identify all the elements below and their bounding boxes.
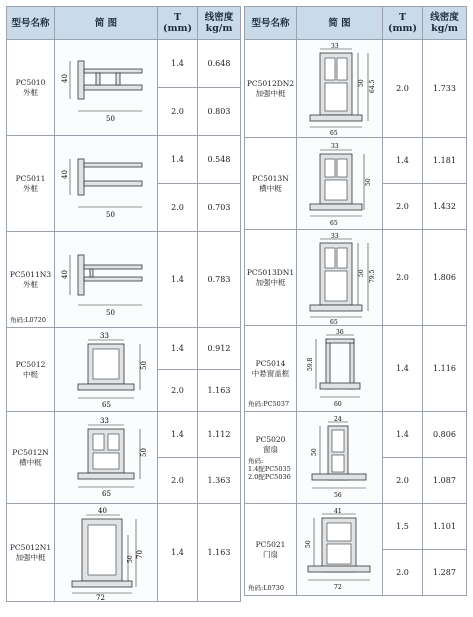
density-value: 1.432: [423, 184, 467, 230]
thickness-value: 2.0: [383, 40, 423, 138]
dim-label: 50: [140, 447, 148, 457]
model-cell: [7, 504, 55, 602]
model-name: 横中梃: [19, 457, 42, 467]
header-density: [423, 7, 467, 40]
dim-label: 24: [333, 415, 342, 423]
model-cell: [245, 326, 297, 412]
model-name: 外框: [23, 87, 38, 97]
density-value: 1.181: [423, 138, 467, 184]
density-value: 1.116: [423, 326, 467, 412]
model-code: PC5012N: [12, 447, 49, 457]
corner-code: 角码:PC5037: [248, 400, 290, 408]
model-cell: [7, 412, 55, 504]
dim-label: 33: [100, 331, 109, 340]
thickness-value: 1.5: [383, 504, 423, 550]
density-value: 0.806: [423, 412, 467, 458]
model-name: 加强中梃: [255, 88, 286, 98]
thickness-value: 2.0: [383, 550, 423, 596]
header-t-unit: (mm): [162, 23, 193, 34]
dim-label: 50: [140, 360, 148, 370]
density-value: 0.912: [198, 328, 241, 370]
dim-label: 50: [106, 114, 115, 123]
dim-label: 56: [333, 491, 342, 499]
model-name: 门扇: [263, 549, 278, 559]
model-code: PC5013N: [252, 173, 289, 183]
model-code: PC5012N1: [9, 542, 52, 552]
corner-code: 角码:L0730: [248, 584, 285, 592]
dim-label: 65: [329, 219, 338, 227]
density-value: 1.087: [423, 458, 467, 504]
model-cell: [7, 328, 55, 412]
density-value: 1.163: [198, 370, 241, 412]
thickness-value: 1.4: [383, 326, 423, 412]
profile-diagram: [297, 138, 383, 230]
header-density-unit: kg/m: [205, 23, 233, 34]
header-t-label: T: [398, 12, 407, 23]
dim-label: 64.5: [368, 79, 376, 93]
dim-label: 70: [136, 549, 144, 559]
dim-label: 65: [329, 318, 338, 325]
header-t: [158, 7, 198, 40]
profile-diagram: [297, 230, 383, 326]
model-code: PC5013DN1: [246, 267, 295, 277]
dim-label: 50: [357, 78, 365, 87]
model-cell: [245, 40, 297, 138]
profile-diagram: [297, 40, 383, 138]
header-diagram: 简 图: [55, 7, 158, 40]
dim-label: 50: [310, 447, 318, 456]
model-name: 中悬窗盖框: [251, 368, 290, 378]
density-value: 1.363: [198, 458, 241, 504]
dim-label: 50: [106, 210, 115, 219]
density-value: 0.803: [198, 88, 241, 136]
thickness-value: 2.0: [383, 184, 423, 230]
header-t: [383, 7, 423, 40]
note-line: 角码:: [248, 456, 264, 465]
header-density-label: 线密度: [204, 12, 234, 23]
dim-label: 79.5: [368, 269, 376, 283]
profile-catalog: [6, 6, 466, 610]
header-density: [198, 7, 241, 40]
dim-label: 50: [357, 268, 365, 277]
dim-label: 72: [333, 583, 342, 591]
dim-label: 40: [61, 73, 69, 83]
dim-label: 65: [329, 129, 338, 137]
dim-label: 72: [96, 593, 105, 601]
header-diagram: 简 图: [297, 7, 383, 40]
profile-diagram: [297, 412, 383, 504]
model-cell: [245, 138, 297, 230]
thickness-value: 1.4: [158, 412, 198, 458]
corner-code: 角码:L0720: [10, 316, 47, 324]
model-code: PC5020: [255, 434, 286, 444]
model-cell: [245, 504, 297, 596]
profile-diagram: [55, 40, 158, 136]
density-value: 0.548: [198, 136, 241, 184]
profile-diagram: [55, 328, 158, 412]
density-value: 0.703: [198, 184, 241, 232]
header-t-unit: (mm): [387, 23, 418, 34]
thickness-value: 1.4: [158, 232, 198, 328]
model-code: PC5012DN2: [246, 78, 295, 88]
thickness-value: 1.4: [158, 328, 198, 370]
thickness-value: 2.0: [383, 458, 423, 504]
dim-label: 33: [330, 42, 339, 50]
note-line: 1.4配PC5035: [248, 464, 291, 473]
dim-label: 36: [335, 328, 344, 336]
dim-label: 41: [333, 507, 342, 515]
dim-label: 50: [364, 177, 372, 186]
thickness-value: 1.4: [383, 412, 423, 458]
dim-label: 50: [127, 554, 134, 563]
model-name: 窗扇: [263, 444, 278, 454]
dim-label: 33: [100, 416, 109, 425]
profile-diagram: [297, 326, 383, 412]
thickness-value: 2.0: [383, 230, 423, 326]
dim-label: 40: [61, 169, 69, 179]
density-value: 1.163: [198, 504, 241, 602]
model-code: PC5014: [255, 358, 286, 368]
thickness-value: 1.4: [158, 40, 198, 88]
header-model: 型号名称: [7, 7, 55, 40]
header-t-label: T: [173, 12, 182, 23]
dim-label: 33: [330, 232, 339, 240]
dim-label: 50: [106, 308, 115, 317]
thickness-value: 2.0: [158, 88, 198, 136]
left-table: [6, 6, 241, 602]
density-value: 1.112: [198, 412, 241, 458]
model-cell: [7, 136, 55, 232]
density-value: 0.648: [198, 40, 241, 88]
dim-label: 50: [304, 539, 312, 548]
model-cell: [245, 230, 297, 326]
dim-label: 60: [333, 400, 342, 408]
model-cell: [245, 412, 297, 504]
model-cell: [7, 232, 55, 328]
model-code: PC5012: [15, 359, 46, 369]
model-code: PC5011: [15, 173, 46, 183]
model-name: 中梃: [23, 369, 38, 379]
density-value: 1.287: [423, 550, 467, 596]
dim-label: 40: [98, 506, 107, 515]
model-code: PC5021: [255, 539, 286, 549]
dim-label: 59.8: [306, 357, 314, 371]
profile-diagram: [55, 412, 158, 504]
model-name: 外框: [23, 183, 38, 193]
header-density-label: 线密度: [430, 12, 459, 23]
dim-label: 33: [330, 142, 339, 150]
profile-diagram: [55, 232, 158, 328]
model-name: 加强中梃: [15, 552, 46, 562]
density-value: 1.733: [423, 40, 467, 138]
header-density-unit: kg/m: [431, 23, 458, 34]
model-name: 横中梃: [259, 183, 282, 193]
density-value: 1.806: [423, 230, 467, 326]
model-name: 外框: [23, 279, 38, 289]
dim-label: 65: [102, 489, 111, 498]
corner-code-note: [245, 457, 296, 481]
model-code: PC5010: [15, 77, 46, 87]
profile-diagram: [55, 504, 158, 602]
dim-label: 65: [102, 400, 111, 409]
header-model: 型号名称: [245, 7, 297, 40]
note-line: 2.0配PC5036: [248, 472, 291, 481]
density-value: 1.101: [423, 504, 467, 550]
model-name: 加强中梃: [255, 277, 286, 287]
density-value: 0.783: [198, 232, 241, 328]
dim-label: 40: [61, 269, 69, 279]
thickness-value: 2.0: [158, 458, 198, 504]
thickness-value: 1.4: [158, 504, 198, 602]
right-table: [244, 6, 467, 596]
model-cell: [7, 40, 55, 136]
thickness-value: 1.4: [158, 136, 198, 184]
profile-diagram: [297, 504, 383, 596]
thickness-value: 2.0: [158, 370, 198, 412]
thickness-value: 1.4: [383, 138, 423, 184]
thickness-value: 2.0: [158, 184, 198, 232]
model-code: PC5011N3: [9, 269, 52, 279]
profile-diagram: [55, 136, 158, 232]
